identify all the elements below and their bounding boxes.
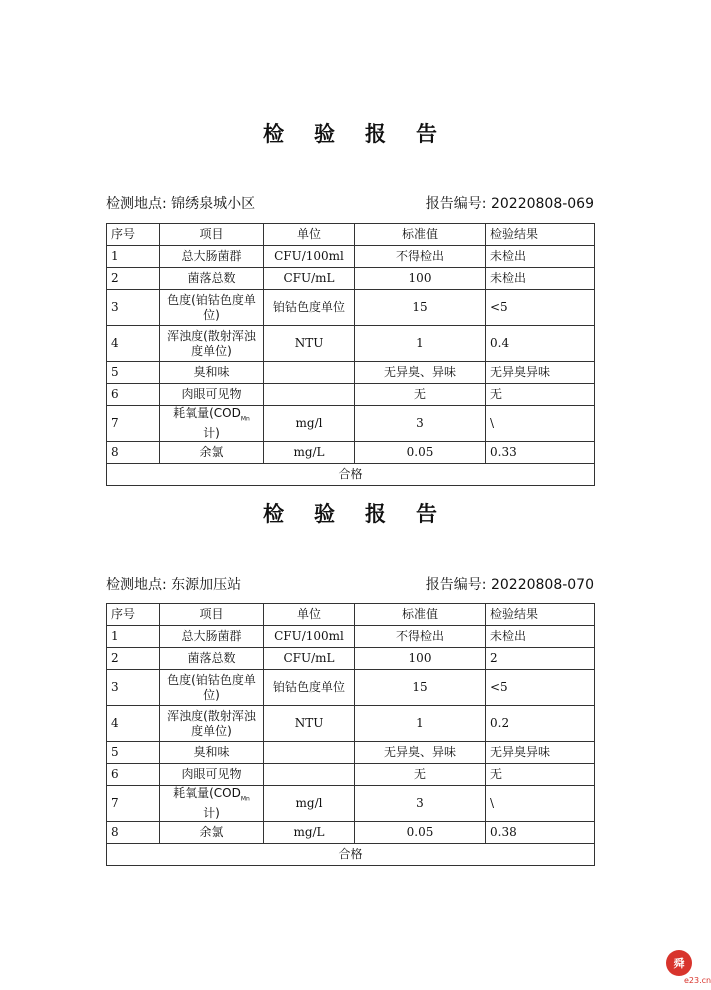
table-row xyxy=(107,268,595,290)
row-item: 臭和味 xyxy=(160,362,264,384)
report-number-line xyxy=(426,574,594,594)
row-standard: 3 xyxy=(355,406,486,442)
row-unit: 铂钴色度单位 xyxy=(264,290,355,326)
row-result: 0.2 xyxy=(486,706,595,742)
location-label: 检测地点: xyxy=(106,577,172,593)
report-number-label: 报告编号: xyxy=(425,577,491,593)
conclusion-cell: 合格 xyxy=(107,464,595,486)
header-no: 序号 xyxy=(107,224,160,246)
header-standard: 标准值 xyxy=(355,604,486,626)
row-no: 4 xyxy=(107,326,160,362)
header-item: 项目 xyxy=(160,604,264,626)
row-item: 总大肠菌群 xyxy=(160,626,264,648)
row-no: 6 xyxy=(107,384,160,406)
row-standard: 15 xyxy=(355,670,486,706)
row-item: 菌落总数 xyxy=(160,648,264,670)
results-table xyxy=(106,223,595,486)
row-standard: 无 xyxy=(355,384,486,406)
row-result: 2 xyxy=(486,648,595,670)
row-item: 浑浊度(散射浑浊度单位) xyxy=(160,706,264,742)
table-row xyxy=(107,822,595,844)
row-unit: NTU xyxy=(264,706,355,742)
row-unit: mg/L xyxy=(264,442,355,464)
table-row xyxy=(107,326,595,362)
row-item-text: 耗氧量(COD xyxy=(173,406,241,420)
row-item: 总大肠菌群 xyxy=(160,246,264,268)
row-result: 0.4 xyxy=(486,326,595,362)
row-item: 肉眼可见物 xyxy=(160,764,264,786)
row-unit: CFU/mL xyxy=(264,268,355,290)
row-item: 菌落总数 xyxy=(160,268,264,290)
table-row xyxy=(107,384,595,406)
table-row xyxy=(107,246,595,268)
row-unit: CFU/mL xyxy=(264,648,355,670)
row-unit: NTU xyxy=(264,326,355,362)
report-meta xyxy=(106,573,594,595)
row-item: 色度(铂钴色度单位) xyxy=(160,670,264,706)
location-label: 检测地点: xyxy=(106,196,172,212)
row-item xyxy=(160,406,264,442)
row-item: 肉眼可见物 xyxy=(160,384,264,406)
row-result: 无异臭异味 xyxy=(486,362,595,384)
row-item-subscript: Mn xyxy=(240,415,250,423)
row-no: 1 xyxy=(107,626,160,648)
row-item: 余氯 xyxy=(160,822,264,844)
row-result: 未检出 xyxy=(486,626,595,648)
row-unit xyxy=(264,384,355,406)
row-standard: 无 xyxy=(355,764,486,786)
row-no: 7 xyxy=(107,786,160,822)
header-standard: 标准值 xyxy=(355,224,486,246)
row-result: <5 xyxy=(486,290,595,326)
row-result: \ xyxy=(486,786,595,822)
row-item: 臭和味 xyxy=(160,742,264,764)
row-result: 0.33 xyxy=(486,442,595,464)
header-unit: 单位 xyxy=(264,604,355,626)
row-result: 未检出 xyxy=(486,246,595,268)
report-meta xyxy=(106,192,594,214)
row-standard: 0.05 xyxy=(355,822,486,844)
row-item: 余氯 xyxy=(160,442,264,464)
row-unit: mg/L xyxy=(264,822,355,844)
row-item-text: 耗氧量(COD xyxy=(173,786,241,800)
row-item: 浑浊度(散射浑浊度单位) xyxy=(160,326,264,362)
row-no: 5 xyxy=(107,362,160,384)
row-no: 8 xyxy=(107,442,160,464)
table-row xyxy=(107,742,595,764)
row-standard: 100 xyxy=(355,268,486,290)
row-result: <5 xyxy=(486,670,595,706)
row-no: 4 xyxy=(107,706,160,742)
row-no: 6 xyxy=(107,764,160,786)
report-number-value: 20220808-069 xyxy=(490,196,594,212)
table-row xyxy=(107,406,595,442)
report-title: 检验报告 xyxy=(263,122,467,146)
table-header-row xyxy=(107,224,595,246)
row-unit: CFU/100ml xyxy=(264,246,355,268)
row-unit: 铂钴色度单位 xyxy=(264,670,355,706)
row-no: 7 xyxy=(107,406,160,442)
report-number-value: 20220808-070 xyxy=(490,577,594,593)
location-line xyxy=(106,193,255,213)
row-unit: mg/l xyxy=(264,786,355,822)
results-table xyxy=(106,603,595,866)
row-standard: 15 xyxy=(355,290,486,326)
conclusion-cell: 合格 xyxy=(107,844,595,866)
row-item-tail: 计) xyxy=(203,806,220,821)
header-no: 序号 xyxy=(107,604,160,626)
row-no: 5 xyxy=(107,742,160,764)
report-number-label: 报告编号: xyxy=(425,196,491,212)
row-standard: 不得检出 xyxy=(355,626,486,648)
header-result: 检验结果 xyxy=(486,604,595,626)
table-row xyxy=(107,764,595,786)
table-row xyxy=(107,670,595,706)
row-no: 3 xyxy=(107,670,160,706)
site-watermark-text: e23.cn xyxy=(684,976,711,985)
report-number-line xyxy=(426,193,594,213)
header-item: 项目 xyxy=(160,224,264,246)
location-value: 东源加压站 xyxy=(171,577,242,593)
row-standard: 不得检出 xyxy=(355,246,486,268)
table-header-row xyxy=(107,604,595,626)
table-row xyxy=(107,786,595,822)
row-no: 1 xyxy=(107,246,160,268)
header-result: 检验结果 xyxy=(486,224,595,246)
conclusion-row xyxy=(107,464,595,486)
location-line xyxy=(106,574,241,594)
table-row xyxy=(107,706,595,742)
row-no: 3 xyxy=(107,290,160,326)
row-unit: mg/l xyxy=(264,406,355,442)
row-standard: 0.05 xyxy=(355,442,486,464)
row-result: \ xyxy=(486,406,595,442)
table-row xyxy=(107,626,595,648)
row-unit xyxy=(264,362,355,384)
row-unit xyxy=(264,764,355,786)
row-standard: 1 xyxy=(355,326,486,362)
header-unit: 单位 xyxy=(264,224,355,246)
row-item: 色度(铂钴色度单位) xyxy=(160,290,264,326)
row-result: 未检出 xyxy=(486,268,595,290)
row-no: 2 xyxy=(107,648,160,670)
row-standard: 100 xyxy=(355,648,486,670)
row-result: 无异臭异味 xyxy=(486,742,595,764)
row-result: 无 xyxy=(486,764,595,786)
conclusion-row xyxy=(107,844,595,866)
row-standard: 1 xyxy=(355,706,486,742)
row-item-subscript: Mn xyxy=(240,795,250,803)
location-value: 锦绣泉城小区 xyxy=(171,196,256,212)
table-row xyxy=(107,362,595,384)
row-unit: CFU/100ml xyxy=(264,626,355,648)
table-row xyxy=(107,442,595,464)
row-no: 2 xyxy=(107,268,160,290)
row-result: 0.38 xyxy=(486,822,595,844)
site-logo-icon: 舜 xyxy=(666,950,692,976)
row-result: 无 xyxy=(486,384,595,406)
table-row xyxy=(107,290,595,326)
table-row xyxy=(107,648,595,670)
row-standard: 3 xyxy=(355,786,486,822)
row-no: 8 xyxy=(107,822,160,844)
row-item-tail: 计) xyxy=(203,426,220,441)
row-standard: 无异臭、异味 xyxy=(355,742,486,764)
row-standard: 无异臭、异味 xyxy=(355,362,486,384)
row-unit xyxy=(264,742,355,764)
report-title: 检验报告 xyxy=(263,502,467,526)
row-item xyxy=(160,786,264,822)
